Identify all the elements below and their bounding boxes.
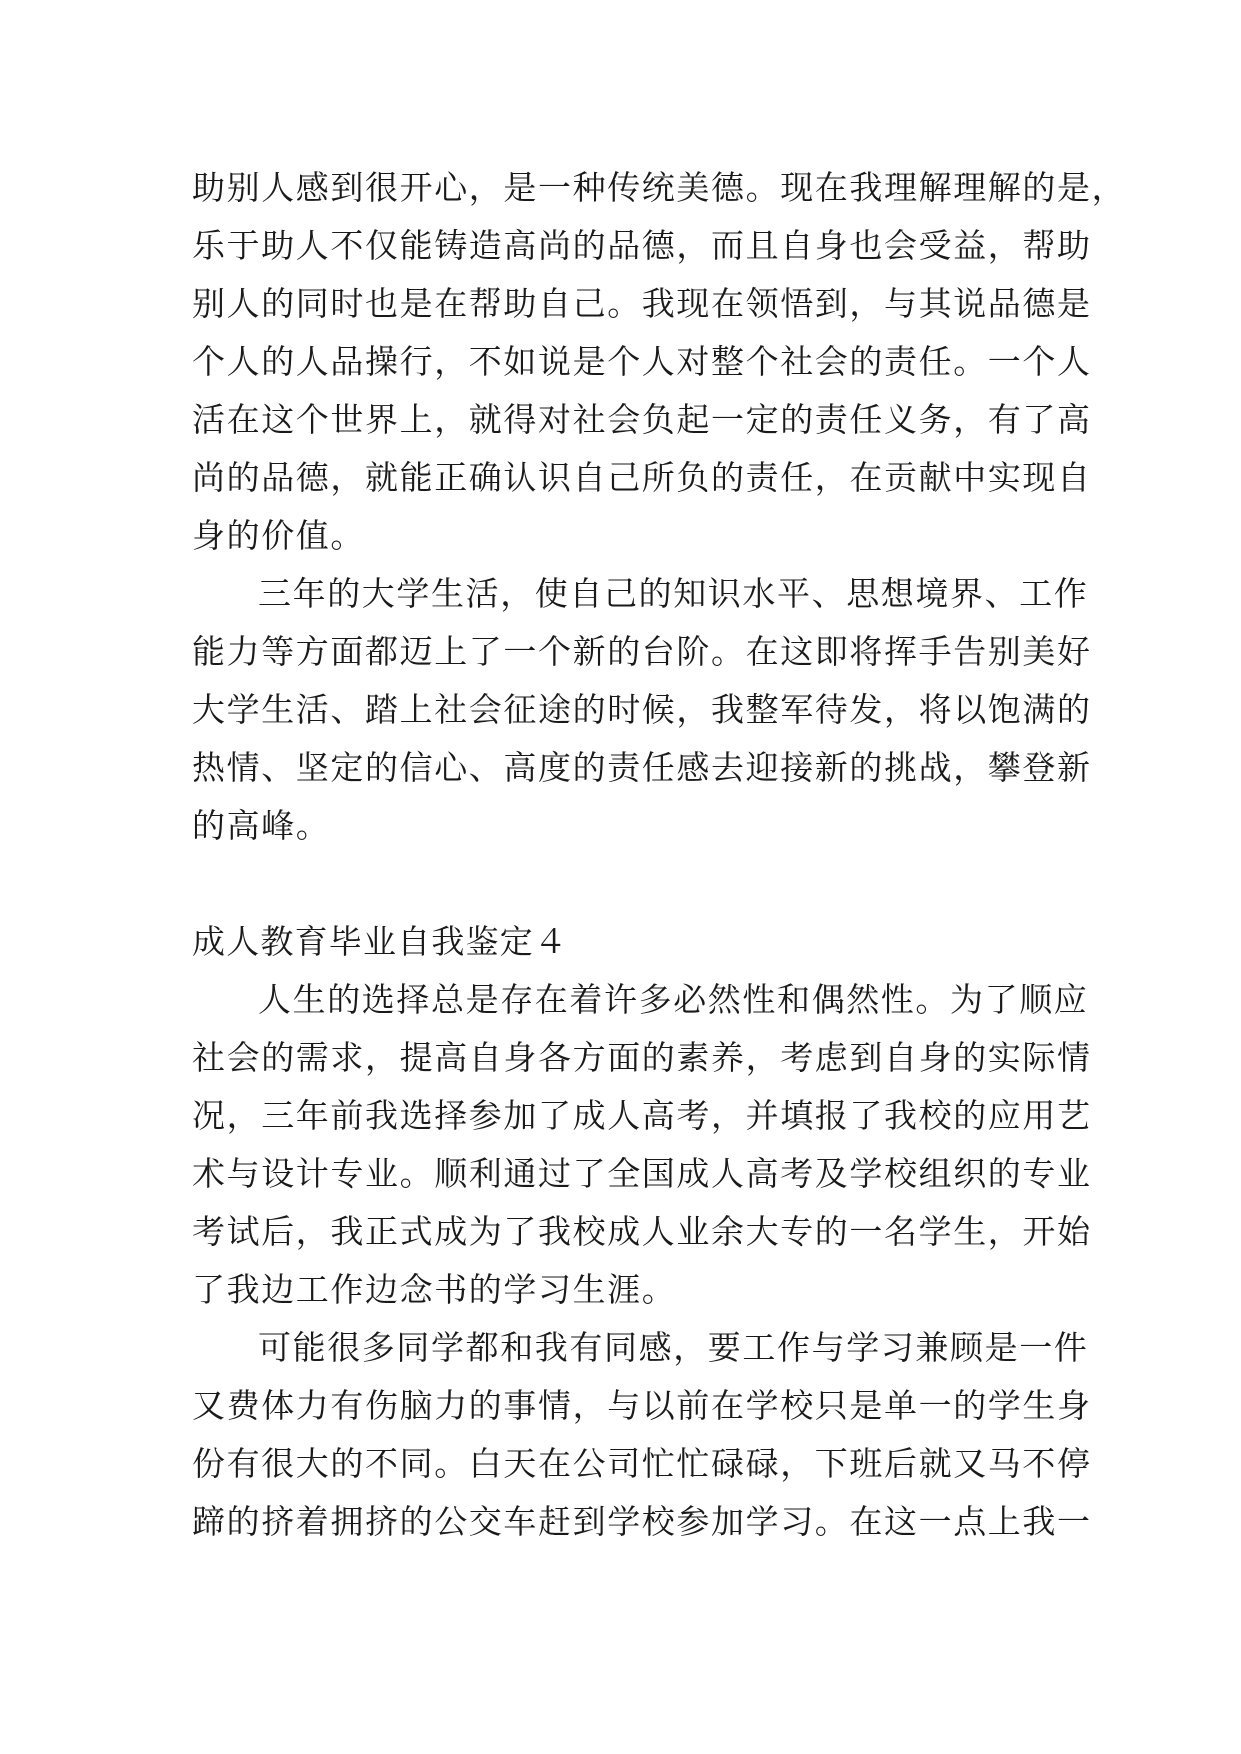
text-line: 身的价值。 [192, 516, 365, 555]
text-line: 活在这个世界上，就得对社会负起一定的责任义务，有了高 [192, 400, 1092, 439]
text-line: 尚的品德，就能正确认识自己所负的责任，在贡献中实现自 [192, 458, 1092, 497]
text-line: 的高峰。 [192, 806, 331, 845]
text-line: 可能很多同学都和我有同感，要工作与学习兼顾是一件 [258, 1328, 1089, 1367]
text-line: 人生的选择总是存在着许多必然性和偶然性。为了顺应 [258, 980, 1089, 1019]
section-spacer [192, 855, 1050, 913]
text-line: 助别人感到很开心，是一种传统美德。现在我理解理解的是， [192, 168, 1127, 207]
text-line: 大学生活、踏上社会征途的时候，我整军待发，将以饱满的 [192, 690, 1092, 729]
paragraph-continuation [192, 159, 1127, 565]
text-line: 热情、坚定的信心、高度的责任感去迎接新的挑战，攀登新 [192, 748, 1092, 787]
text-line: 考试后，我正式成为了我校成人业余大专的一名学生，开始 [192, 1212, 1092, 1251]
text-line: 况，三年前我选择参加了成人高考，并填报了我校的应用艺 [192, 1096, 1092, 1135]
section-heading: 成人教育毕业自我鉴定４ [192, 922, 569, 961]
text-line: 又费体力有伤脑力的事情，与以前在学校只是单一的学生身 [192, 1386, 1092, 1425]
text-line: 蹄的挤着拥挤的公交车赶到学校参加学习。在这一点上我一 [192, 1502, 1092, 1541]
text-line: 三年的大学生活，使自己的知识水平、思想境界、工作 [258, 574, 1089, 613]
paragraph-university-life [192, 565, 1092, 855]
text-line: 术与设计专业。顺利通过了全国成人高考及学校组织的专业 [192, 1154, 1092, 1193]
text-line: 个人的人品操行，不如说是个人对整个社会的责任。一个人 [192, 342, 1092, 381]
text-line: 别人的同时也是在帮助自己。我现在领悟到，与其说品德是 [192, 284, 1092, 323]
text-line: 了我边工作边念书的学习生涯。 [192, 1270, 677, 1309]
text-line: 社会的需求，提高自身各方面的素养，考虑到自身的实际情 [192, 1038, 1092, 1077]
paragraph-life-choice [192, 971, 1092, 1319]
text-line: 乐于助人不仅能铸造高尚的品德，而且自身也会受益，帮助 [192, 226, 1092, 265]
text-line: 能力等方面都迈上了一个新的台阶。在这即将挥手告别美好 [192, 632, 1092, 671]
text-line: 份有很大的不同。白天在公司忙忙碌碌，下班后就又马不停 [192, 1444, 1092, 1483]
document-body [192, 159, 1127, 1551]
paragraph-work-and-study [192, 1319, 1092, 1551]
